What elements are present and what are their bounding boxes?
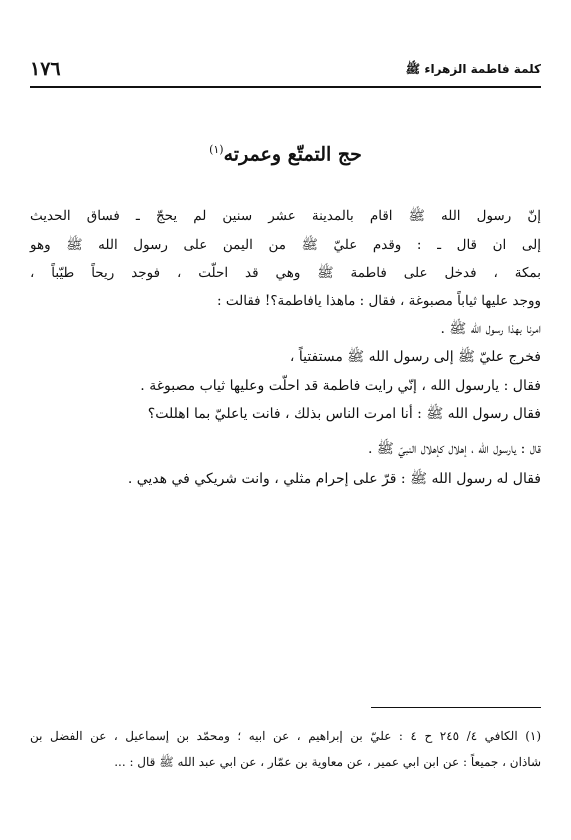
page-number: ١٧٦: [30, 58, 61, 80]
header-rule: [30, 86, 541, 88]
paragraph-line: إنّ رسول الله ﷺ اقام بالمدينة عشر سنين لم يحجّ ـ فساق الحديث: [30, 208, 541, 224]
chapter-title: [0, 143, 571, 165]
footnote-marker: (١): [209, 143, 224, 156]
running-title: كلمة فاطمة الزهراء ﷺ: [405, 62, 541, 76]
footnote-rule: [371, 707, 541, 708]
page-header: [30, 58, 541, 84]
dialogue-line: امرنا بهذا رسول الله ﷺ .: [440, 321, 541, 337]
paragraph-line: إلى ان قال ـ : وقدم عليّ ﷺ من اليمن على رسول الله ﷺ وهو: [30, 237, 541, 253]
footnote-line: (١) الكافي ٤/ ٢٤٥ ح ٤ : عليّ بن إبراهيم ، عن ابيه ؛ ومحمّد بن إسماعيل ، عن الفضل بن: [30, 729, 542, 743]
dialogue-line: فقال رسول الله ﷺ : أنا امرت الناس بذلك ، فانت ياعليّ بما اهللت؟: [147, 406, 541, 422]
dialogue-line: فقال : يارسول الله ، إنّي رايت فاطمة قد احلّت وعليها ثياب مصبوغة .: [140, 378, 541, 394]
footnote-line: شاذان ، جميعاً : عن ابن ابي عمير ، عن معاوية بن عمّار ، عن ابي عبد الله ﷺ قال : ...: [114, 755, 541, 769]
dialogue-line: فخرج عليّ ﷺ إلى رسول الله ﷺ مستفتياً ،: [289, 349, 541, 365]
dialogue-line: فقال له رسول الله ﷺ : قرّ على إحرام مثلي ، وانت شريكي في هديي .: [127, 471, 541, 487]
dialogue-line: قال : يارسول الله ، إهلال كإهلال النبيّ ﷺ .: [367, 441, 541, 457]
chapter-title-text: حج التمتّع وعمرته: [223, 143, 362, 166]
paragraph-line: بمكة ، فدخل على فاطمة ﷺ وهي قد احلّت ، فوجد ريحاً طيّباً ،: [30, 265, 541, 281]
paragraph-line: ووجد عليها ثياباً مصبوغة ، فقال : ماهذا يافاطمة؟! فقالت :: [217, 293, 541, 309]
